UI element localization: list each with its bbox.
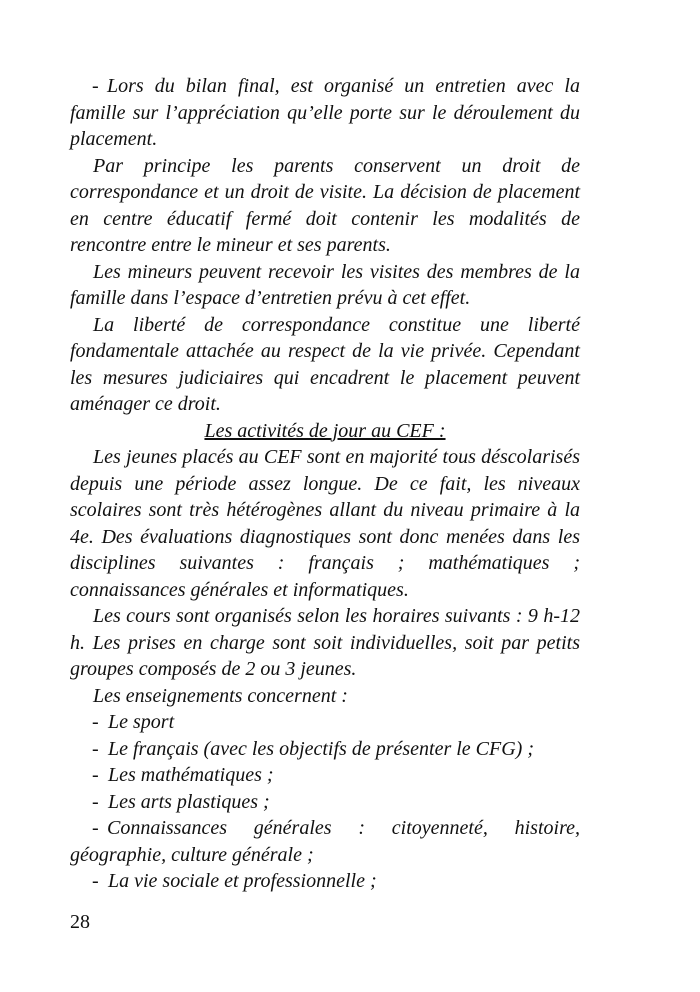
list-item [70, 709, 580, 736]
list-item [70, 736, 580, 763]
section-heading: Les activités de jour au CEF : [204, 419, 446, 442]
list-item [70, 868, 580, 895]
list-dash: - [92, 711, 99, 733]
enseignements-list [70, 709, 580, 895]
list-dash: - [92, 870, 99, 892]
list-item-text: Le sport [108, 711, 175, 733]
list-dash: - [92, 75, 99, 97]
paragraph-correspondance: La liberté de correspondance constitue une liberté fondamentale attachée au respect de la vie privée. Cependant les mesures judiciaires qui encadrent le placement peuvent aménager ce droit. [70, 313, 580, 415]
list-dash: - [92, 764, 99, 786]
paragraph-horaires: Les cours sont organisés selon les horaires suivants : 9 h-12 h. Les prises en charge sont soit individuelles, soit par petits groupes composés de 2 ou 3 jeunes. [70, 605, 580, 680]
body-text [70, 73, 580, 895]
paragraph-visites: Les mineurs peuvent recevoir les visites des membres de la famille dans l’espace d’entretien prévu à cet effet. [70, 260, 580, 309]
page-number: 28 [70, 911, 90, 933]
list-item-text: Les arts plastiques ; [108, 790, 270, 813]
paragraph-enseignements: Les enseignements concernent : [93, 684, 348, 707]
list-dash: - [92, 817, 99, 839]
list-item-text: Les mathématiques ; [108, 764, 274, 786]
list-item-text: Le français (avec les objectifs de présenter le CFG) ; [108, 737, 534, 760]
list-item-text: La vie sociale et professionnelle ; [108, 870, 377, 892]
list-dash: - [92, 790, 99, 813]
list-item [70, 815, 580, 868]
paragraph-jeunes-places: Les jeunes placés au CEF sont en majorité tous déscolarisés depuis une période assez longue. De ce fait, les niveaux scolaires sont très hétérogènes allant du niveau primaire à la 4e. Des évaluations diagnostiques sont donc menées dans les disciplines suivantes : français ; mathématiques ; connaissances générales et informatiques. [70, 446, 580, 601]
list-item [70, 789, 580, 816]
list-item [70, 762, 580, 789]
paragraph-text: Lors du bilan final, est organisé un entretien avec la famille sur l’appréciation qu’elle porte sur le déroulement du placement. [70, 75, 580, 150]
paragraph-bilan-final [70, 73, 580, 153]
list-dash: - [92, 737, 99, 760]
list-item-text: Connaissances générales : citoyenneté, histoire, géographie, culture générale ; [70, 817, 580, 866]
paragraph-droit-parents: Par principe les parents conservent un droit de correspondance et un droit de visite. La décision de placement en centre éducatif fermé doit contenir les modalités de rencontre entre le mineur et ses parents. [70, 154, 580, 256]
